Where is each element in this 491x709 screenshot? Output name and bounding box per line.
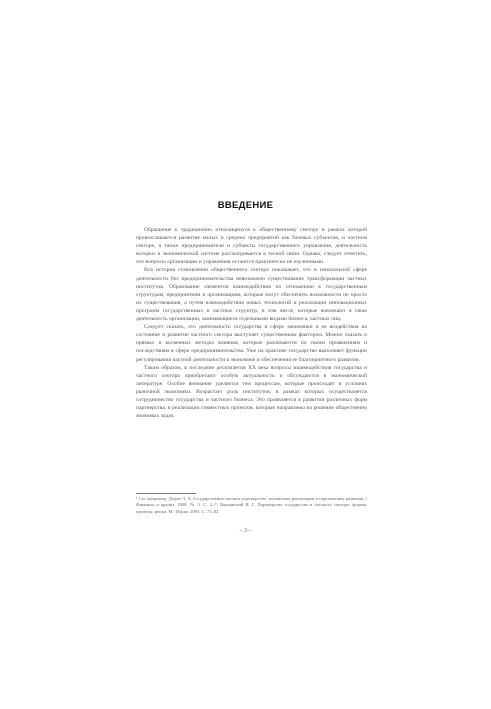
page-title: ВВЕДЕНИЕ (217, 200, 274, 211)
paragraph: Вся история становления общественного сектора показывает, что в изначальной сфере деятельности без предпринимательства невозможно существование трансформации частных институтов. Образование элементов взаимодействия по отношению к государственным структурам, предприятиям и организациям, которые могут обеспечить возможности не просто их существования, а путем взаимодействия новых технологий и реализации инновационных программ государственных и частных структур, в том числе, которые вовлекают в свою деятельность организации, занимающиеся отдельными видами бизнеса, частных лиц. (136, 267, 367, 323)
footnote: ¹ См. например: Дедов Л. А. Государственно-частное партнерство: механизмы реализации и перспективы развития // Финансы и кредит. 2008. № 3. С. 2–7; Варнавский В. Г. Партнерство государства и частного сектора: формы, проекты, риски. М.: Наука, 2005. С. 75–82. (136, 496, 367, 514)
paragraph: Обращение к традиционно относящемуся к общественному сектору в рамках которой провозглашается развитие малых и средних предприятий как базовых субъектов, и частном секторе, а также предприниматели и субъекты государственного управления, деятельность которых в экономической системе рассматривается в тесной связи. Однако, следует отметить, что вопросы организации и управления остаются практически не изученными. (136, 227, 367, 266)
paragraph: Таким образом, в последние десятилетия XX века вопросы взаимодействия государства и частного сектора приобретают особую актуальность и обсуждаются в экономической литературе. Особое внимание уделяется тем процессам, которые происходят в условиях рыночной экономики. Возрастает роль институтов, в рамках которых осуществляется сотрудничество государства и частного бизнеса. Это проявляется в развитии различных форм партнерства, в реализации совместных проектов, которые направлены на решение общественно значимых задач. (136, 364, 367, 420)
page-number: – 3 – (239, 528, 252, 534)
body-text (136, 226, 367, 420)
footnote-divider (136, 493, 196, 494)
paragraph: Следует сказать, что деятельность государства в сфере экономики и ее воздействия на состояние и развитие частного сектора выступает существенным фактором. Можно сказать о прямых и косвенных методах влияния, которые различаются по своим проявлениям и последствиям в сфере предпринимательства. Уже на практике государство выполняет функции регулирования частной деятельности в экономике и обеспечения ее благоприятного развития. (136, 324, 367, 363)
